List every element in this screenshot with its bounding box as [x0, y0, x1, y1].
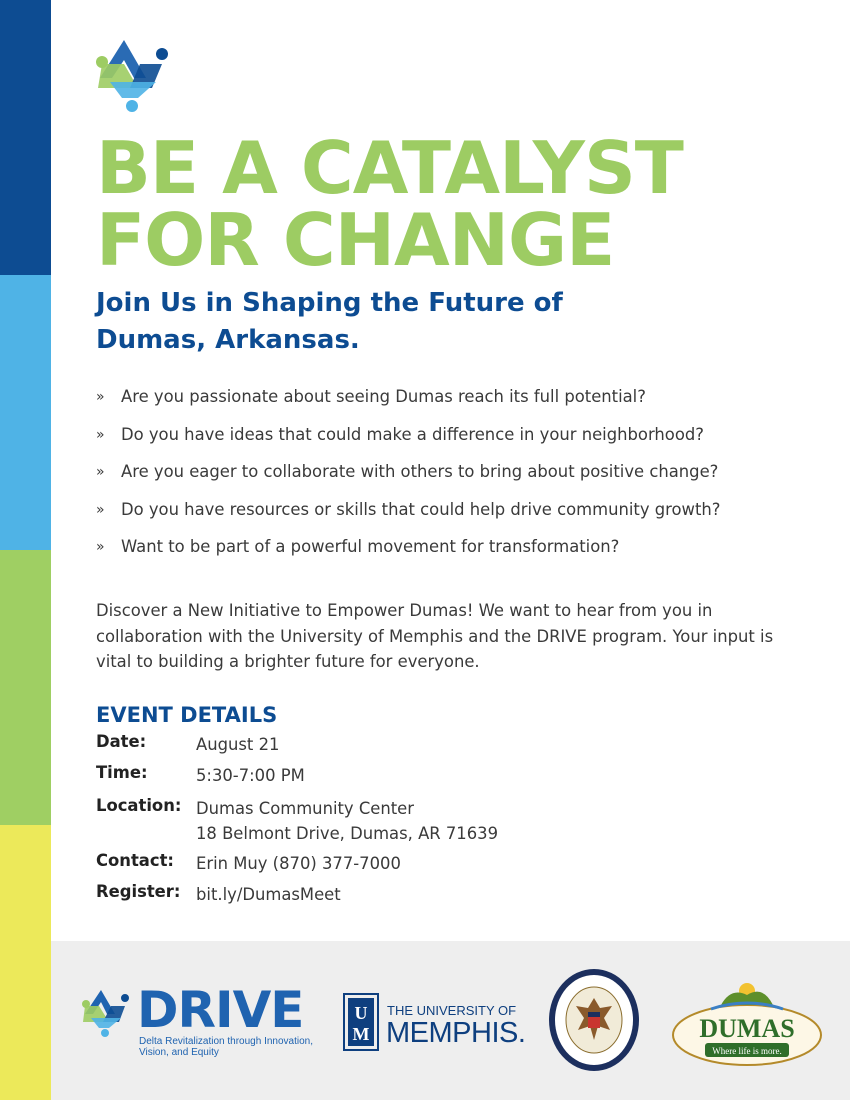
svg-text:M: M [352, 1024, 370, 1044]
catalyst-logo-icon [94, 34, 172, 114]
stripe-navy [0, 0, 51, 275]
list-item [96, 424, 720, 462]
bullet-glyph: » [96, 539, 105, 555]
contact-label: Contact: [96, 851, 174, 870]
intro-paragraph: Discover a New Initiative to Empower Dumas! We want to hear from you in collaboration with the University of Memphis and the DRIVE program. Your input is vital to building a brighter future for everyone. [96, 601, 774, 671]
location-line-1: Dumas Community Center [196, 799, 415, 818]
memphis-monogram-icon [343, 993, 379, 1051]
location-label: Location: [96, 796, 182, 815]
time-value: 5:30-7:00 PM [196, 766, 305, 785]
detail-row-time [96, 763, 696, 796]
memphis-logo [343, 993, 528, 1051]
list-item [96, 461, 720, 499]
bullet-glyph: » [96, 389, 105, 405]
drive-logo [81, 981, 313, 1058]
event-details [96, 732, 696, 912]
memphis-name: MEMPHIS. [386, 1017, 526, 1049]
memphis-prefix: THE UNIVERSITY OF [387, 1003, 517, 1018]
drive-logo-icon [81, 986, 133, 1038]
headline [96, 126, 683, 282]
stripe-yellow [0, 825, 51, 1100]
drive-wordmark: DRIVE [137, 981, 304, 1039]
location-line-2: 18 Belmont Drive, Dumas, AR 71639 [196, 824, 499, 843]
dumas-wordmark: DUMAS [699, 1014, 795, 1043]
register-link[interactable]: bit.ly/DumasMeet [196, 885, 341, 904]
question-text: Do you have ideas that could make a difference in your neighborhood? [121, 424, 704, 444]
question-text: Do you have resources or skills that could help drive community growth? [121, 499, 721, 519]
register-label: Register: [96, 882, 181, 901]
stripe-green [0, 550, 51, 825]
headline-line-1: BE A CATALYST [96, 126, 683, 210]
footer-logos [51, 941, 850, 1100]
svg-text:U: U [354, 1003, 368, 1023]
list-item [96, 499, 720, 537]
date-label: Date: [96, 732, 147, 751]
list-item [96, 536, 720, 574]
event-details-title: EVENT DETAILS [96, 703, 278, 727]
drive-tagline: Delta Revitalization through Innovation, Vision, and Equity [139, 1036, 313, 1058]
delta-regional-authority-seal [548, 968, 640, 1072]
list-item [96, 386, 720, 424]
dumas-tagline: Where life is more. [712, 1046, 782, 1056]
question-list [96, 386, 720, 574]
headline-line-2: FOR CHANGE [96, 198, 615, 282]
detail-row-contact [96, 851, 696, 882]
bullet-glyph: » [96, 426, 105, 443]
subheading: Join Us in Shaping the Future of Dumas, Arkansas. [96, 288, 563, 355]
bullet-glyph: » [96, 464, 105, 480]
detail-row-date [96, 732, 696, 763]
bullet-glyph: » [96, 501, 105, 518]
detail-row-register [96, 882, 696, 912]
time-label: Time: [96, 763, 148, 782]
date-value: August 21 [196, 735, 280, 754]
question-text: Are you passionate about seeing Dumas reach its full potential? [121, 387, 646, 406]
dumas-city-logo [671, 979, 823, 1067]
contact-value: Erin Muy (870) 377-7000 [196, 854, 401, 873]
question-text: Are you eager to collaborate with others to bring about positive change? [121, 462, 719, 481]
stripe-sky [0, 275, 51, 550]
detail-row-location [96, 796, 696, 851]
question-text: Want to be part of a powerful movement for transformation? [121, 537, 620, 556]
